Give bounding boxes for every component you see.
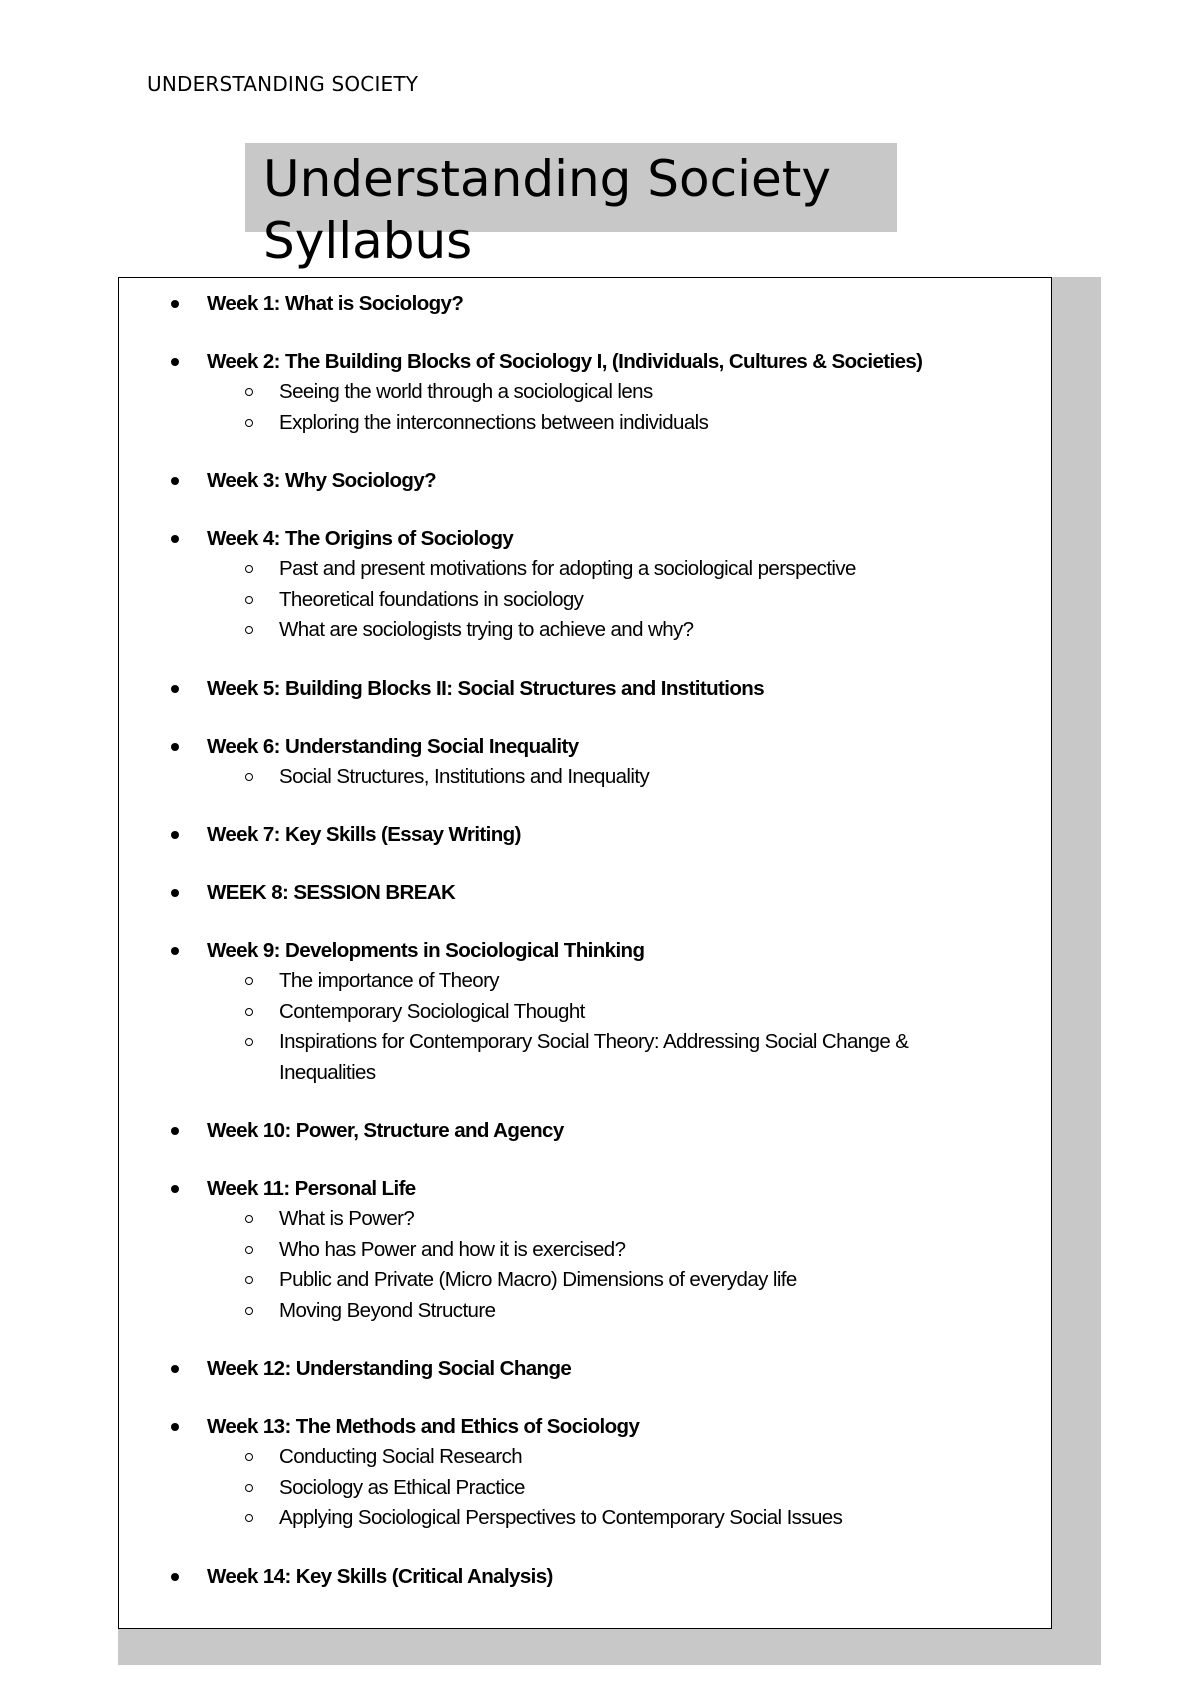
circle-bullet-icon [245,419,253,427]
week-topic-list [207,554,1051,646]
week-heading: Week 12: Understanding Social Change [207,1357,572,1380]
week-item [119,1354,1051,1384]
week-topic [207,966,969,997]
circle-bullet-icon [245,1038,253,1046]
week-topic-text: Applying Sociological Perspectives to Contemporary Social Issues [279,1506,843,1529]
week-heading: Week 13: The Methods and Ethics of Sociology [207,1415,640,1438]
week-topic-text: Past and present motivations for adopting a sociological perspective [279,557,856,580]
bullet-icon [171,889,179,897]
week-topic-list [207,762,1051,793]
week-item [119,347,1051,438]
week-topic [207,1442,969,1473]
week-heading: Week 9: Developments in Sociological Thinking [207,939,645,962]
week-topic [207,1473,969,1504]
week-item [119,289,1051,319]
circle-bullet-icon [245,1307,253,1315]
week-topic [207,615,969,646]
week-item [119,1412,1051,1534]
week-topic-text: Contemporary Sociological Thought [279,999,585,1023]
week-heading: Week 2: The Building Blocks of Sociology I, (Individuals, Cultures & Societies) [207,350,923,373]
bullet-icon [171,743,179,751]
week-topic-list [207,1204,1051,1326]
week-heading: Week 5: Building Blocks II: Social Structures and Institutions [207,676,765,700]
week-topic [207,1235,969,1266]
week-item [119,524,1051,646]
circle-bullet-icon [245,1484,253,1492]
week-item [119,466,1051,496]
bullet-icon [171,831,179,839]
circle-bullet-icon [245,1276,253,1284]
circle-bullet-icon [245,596,253,604]
bullet-icon [171,1573,179,1581]
week-topic-text: Public and Private (Micro Macro) Dimensions of everyday life [279,1268,797,1291]
week-item [119,732,1051,793]
circle-bullet-icon [245,1453,253,1461]
circle-bullet-icon [245,1246,253,1254]
week-item [119,674,1051,704]
week-topic [207,1027,969,1088]
syllabus-box [118,277,1052,1629]
week-topic [207,1204,969,1235]
week-topic-list [207,966,1051,1088]
week-topic-text: Sociology as Ethical Practice [279,1475,525,1499]
week-heading: Week 4: The Origins of Sociology [207,527,514,550]
week-heading: Week 7: Key Skills (Essay Writing) [207,823,521,846]
week-topic-text: Moving Beyond Structure [279,1298,496,1322]
week-topic [207,762,969,793]
week-heading: Week 10: Power, Structure and Agency [207,1119,564,1142]
week-topic-text: Inspirations for Contemporary Social Theory: Addressing Social Change & Inequalities [279,1030,909,1084]
circle-bullet-icon [245,977,253,985]
circle-bullet-icon [245,565,253,573]
running-header: UNDERSTANDING SOCIETY [147,72,419,96]
week-item [119,820,1051,850]
week-item [119,878,1051,908]
week-topic-text: Seeing the world through a sociological lens [279,380,653,403]
bullet-icon [171,477,179,485]
week-heading: Week 3: Why Sociology? [207,469,437,492]
week-topic-text: Exploring the interconnections between individuals [279,410,709,434]
bullet-icon [171,300,179,308]
week-topic [207,377,969,408]
week-topic [207,585,969,616]
document-subtitle: Syllabus [263,212,473,270]
week-heading: Week 11: Personal Life [207,1177,416,1200]
circle-bullet-icon [245,1514,253,1522]
bullet-icon [171,535,179,543]
bullet-icon [171,1423,179,1431]
week-topic [207,1503,969,1534]
bullet-icon [171,947,179,955]
week-topic-text: The importance of Theory [279,969,499,992]
week-topic-list [207,1442,1051,1534]
week-heading: Week 6: Understanding Social Inequality [207,734,579,758]
bullet-icon [171,1185,179,1193]
week-item [119,1174,1051,1326]
title-box [245,143,897,270]
week-heading: WEEK 8: SESSION BREAK [207,881,456,904]
week-topic-text: Theoretical foundations in sociology [279,587,584,611]
week-topic [207,997,969,1028]
week-item [119,936,1051,1088]
circle-bullet-icon [245,1215,253,1223]
week-item [119,1116,1051,1146]
bullet-icon [171,1365,179,1373]
week-item [119,1562,1051,1592]
circle-bullet-icon [245,773,253,781]
bullet-icon [171,685,179,693]
week-topic [207,408,969,439]
week-heading: Week 1: What is Sociology? [207,292,464,315]
week-topic [207,554,969,585]
circle-bullet-icon [245,388,253,396]
week-topic [207,1296,969,1327]
bullet-icon [171,1127,179,1135]
week-topic-list [207,377,1051,438]
circle-bullet-icon [245,626,253,634]
week-topic-text: What are sociologists trying to achieve and why? [279,618,694,641]
document-title: Understanding Society [263,150,831,208]
circle-bullet-icon [245,1008,253,1016]
week-topic-text: Who has Power and how it is exercised? [279,1237,626,1261]
week-topic-text: Conducting Social Research [279,1445,523,1468]
week-topic-text: What is Power? [279,1207,415,1230]
week-topic [207,1265,969,1296]
week-heading: Week 14: Key Skills (Critical Analysis) [207,1564,553,1588]
week-topic-text: Social Structures, Institutions and Inequality [279,764,650,788]
bullet-icon [171,358,179,366]
weekly-schedule-list [119,289,1051,1620]
